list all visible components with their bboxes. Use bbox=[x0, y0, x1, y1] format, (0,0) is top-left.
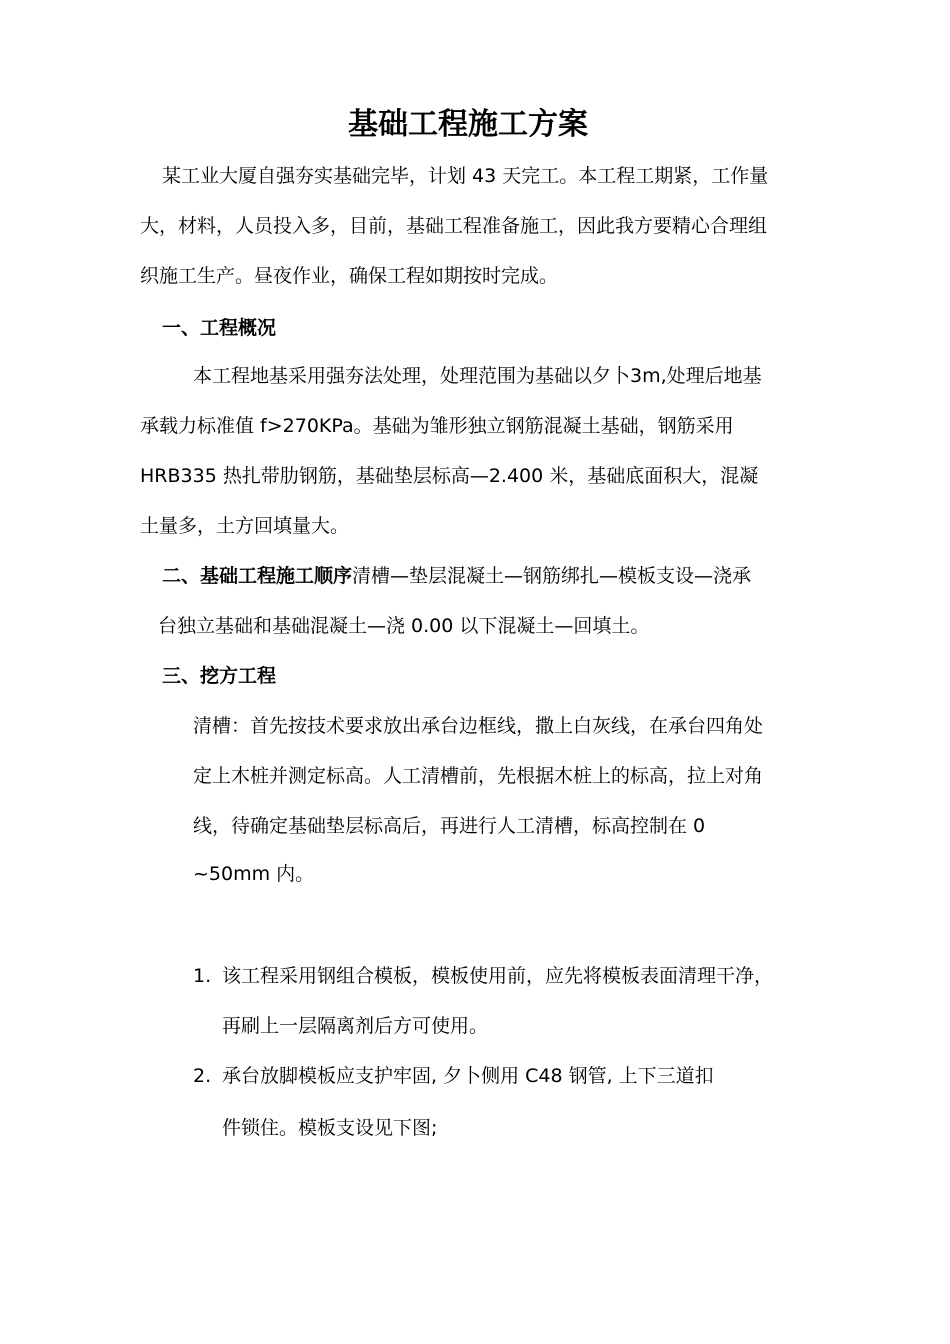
overview-line-3: HRB335 热扎带肋钢筋，基础垫层标高—2.400 米，基础底面积大，混凝 bbox=[140, 465, 759, 487]
page-title: 基础工程施工方案 bbox=[348, 107, 588, 142]
excavation-line-2: 定上木桩并测定标高。人工清槽前，先根据木桩上的标高，拉上对角 bbox=[193, 765, 764, 787]
excavation-line-1: 清槽：首先按技术要求放出承台边框线，撒上白灰线，在承台四角处 bbox=[193, 715, 764, 737]
excavation-line-4: ~50mm 内。 bbox=[193, 863, 315, 885]
sequence-line-2: 台独立基础和基础混凝土—浇 0.00 以下混凝土—回填土。 bbox=[158, 615, 650, 637]
intro-line-1: 某工业大厦自强夯实基础完毕，计划 43 天完工。本工程工期紧，工作量 bbox=[162, 165, 769, 187]
overview-line-2: 承载力标准值 f>270KPa。基础为雏形独立钢筋混凝土基础，钢筋采用 bbox=[140, 415, 734, 437]
sequence-text: 清槽—垫层混凝土—钢筋绑扎—模板支设—浇承 bbox=[352, 565, 752, 587]
list-item-2-line-1: 承台放脚模板应支护牢固, 夕卜侧用 C48 钢管, 上下三道扣 bbox=[222, 1065, 714, 1087]
excavation-line-3: 线，待确定基础垫层标高后，再进行人工清槽，标高控制在 0 bbox=[193, 815, 706, 837]
list-item-1-line-2: 再刷上一层隔离剂后方可使用。 bbox=[222, 1015, 489, 1037]
list-item-number: 1. bbox=[193, 965, 212, 987]
section-heading-excavation: 三、挖方工程 bbox=[162, 665, 277, 687]
list-item-2-line-2: 件锁住。模板支设见下图; bbox=[222, 1117, 438, 1139]
section-heading-overview: 一、工程概况 bbox=[162, 317, 277, 339]
intro-line-3: 织施工生产。昼夜作业，确保工程如期按时完成。 bbox=[140, 265, 559, 287]
overview-line-1: 本工程地基采用强夯法处理，处理范围为基础以夕卜3m,处理后地基 bbox=[193, 365, 762, 387]
intro-line-2: 大，材料，人员投入多，目前，基础工程准备施工，因此我方要精心合理组 bbox=[140, 215, 768, 237]
overview-line-4: 土量多，土方回填量大。 bbox=[140, 515, 350, 537]
sequence-line-1 bbox=[162, 563, 751, 589]
list-item-number: 2. bbox=[193, 1065, 212, 1087]
section-heading-sequence: 二、基础工程施工顺序 bbox=[162, 565, 353, 587]
list-item-1-line-1: 该工程采用钢组合模板，模板使用前，应先将模板表面清理干净， bbox=[222, 965, 774, 987]
